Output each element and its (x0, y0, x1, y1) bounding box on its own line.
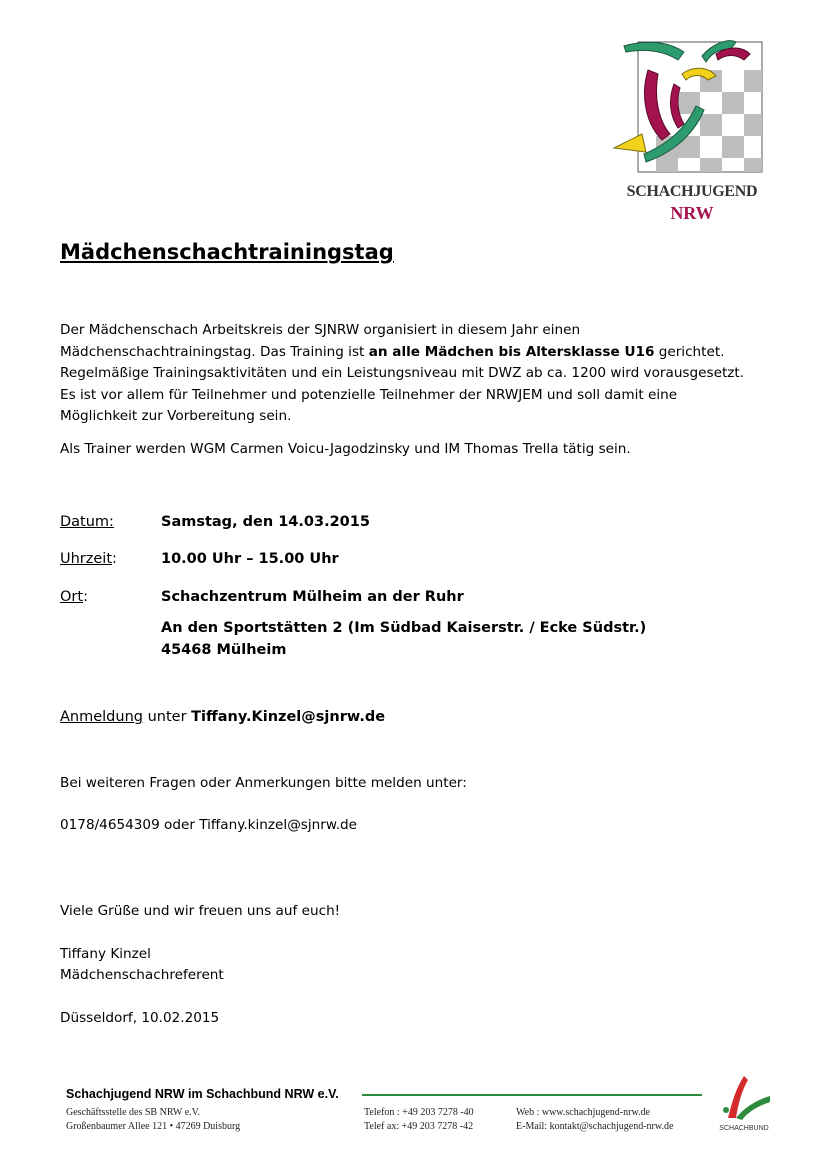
intro-text: gerichtet. (654, 343, 725, 360)
time-value: 10.00 Uhr – 15.00 Uhr (161, 551, 339, 567)
registration-label: Anmeldung (60, 709, 143, 725)
footer-divider (362, 1094, 702, 1096)
footer-address: Großenbaumer Allee 121 • 47269 Duisburg (66, 1121, 241, 1132)
time-label-group (60, 551, 117, 567)
intro-emphasis: an alle Mädchen bis Altersklasse U16 (368, 343, 655, 360)
schachbund-logo (714, 1072, 774, 1134)
place-date: Düsseldorf, 10.02.2015 (60, 1010, 220, 1026)
green-swoosh-top (624, 42, 684, 60)
signature-role: Mädchenschachreferent (60, 967, 224, 983)
questions-text: Bei weiteren Fragen oder Anmerkungen bitte melden unter: (60, 775, 467, 791)
footer-fax: Telef ax: +49 203 7278 -42 (364, 1121, 474, 1132)
registration-email[interactable]: Tiffany.Kinzel@sjnrw.de (191, 709, 386, 725)
place-label-colon: : (83, 589, 88, 605)
signature-name: Tiffany Kinzel (60, 946, 151, 962)
footer-web[interactable]: Web : www.schachjugend-nrw.de (516, 1107, 650, 1118)
closing-text: Viele Grüße und wir freuen uns auf euch! (60, 903, 341, 919)
contact-info[interactable]: 0178/4654309 oder Tiffany.kinzel@sjnrw.de (60, 817, 358, 833)
place-street: An den Sportstätten 2 (Im Südbad Kaiserstr. / Ecke Südstr.) (161, 620, 647, 636)
intro-line: Es ist vor allem für Teilnehmer und potenzielle Teilnehmer der NRWJEM und soll damit eine (60, 386, 678, 403)
date-label: Datum: (60, 514, 114, 530)
date-value: Samstag, den 14.03.2015 (161, 514, 370, 530)
logo-text-schachjugend: SCHACHJUGEND (626, 183, 758, 200)
page-title: Mädchenschachtrainingstag (60, 240, 394, 264)
intro-paragraph (60, 320, 780, 428)
yellow-swoosh-center (682, 68, 716, 80)
intro-line: Möglichkeit zur Vorbereitung sein. (60, 408, 292, 424)
intro-line: Der Mädchenschach Arbeitskreis der SJNRW organisiert in diesem Jahr einen (60, 322, 581, 338)
schachbund-logo-text: SCHACHBUND (719, 1125, 769, 1132)
intro-line (60, 342, 780, 364)
logo-text-nrw: NRW (670, 203, 714, 223)
place-name: Schachzentrum Mülheim an der Ruhr (161, 589, 464, 605)
place-city: 45468 Mülheim (161, 642, 287, 658)
intro-text: Mädchenschachtrainingstag. Das Training ist (60, 343, 369, 360)
place-label-group (60, 589, 88, 605)
footer-mail[interactable]: E-Mail: kontakt@schachjugend-nrw.de (516, 1121, 674, 1132)
registration-text: unter (142, 709, 192, 725)
footer-phone: Telefon : +49 203 7278 -40 (364, 1107, 474, 1118)
magenta-swoosh-left (644, 70, 670, 140)
time-label: Uhrzeit (60, 551, 113, 567)
registration-line (60, 709, 385, 725)
time-label-colon: : (112, 551, 117, 567)
schachjugend-logo (612, 36, 772, 231)
place-label: Ort (60, 589, 84, 605)
footer-org: Schachjugend NRW im Schachbund NRW e.V. (66, 1087, 339, 1101)
intro-line: Regelmäßige Trainingsaktivitäten und ein Leistungsniveau mit DWZ ab ca. 1200 wird vorausgesetzt. (60, 365, 745, 381)
trainer-info: Als Trainer werden WGM Carmen Voicu-Jagodzinsky und IM Thomas Trella tätig sein. (60, 441, 631, 457)
footer-office: Geschäftsstelle des SB NRW e.V. (66, 1107, 201, 1118)
yellow-arrow-bottom (614, 134, 646, 152)
